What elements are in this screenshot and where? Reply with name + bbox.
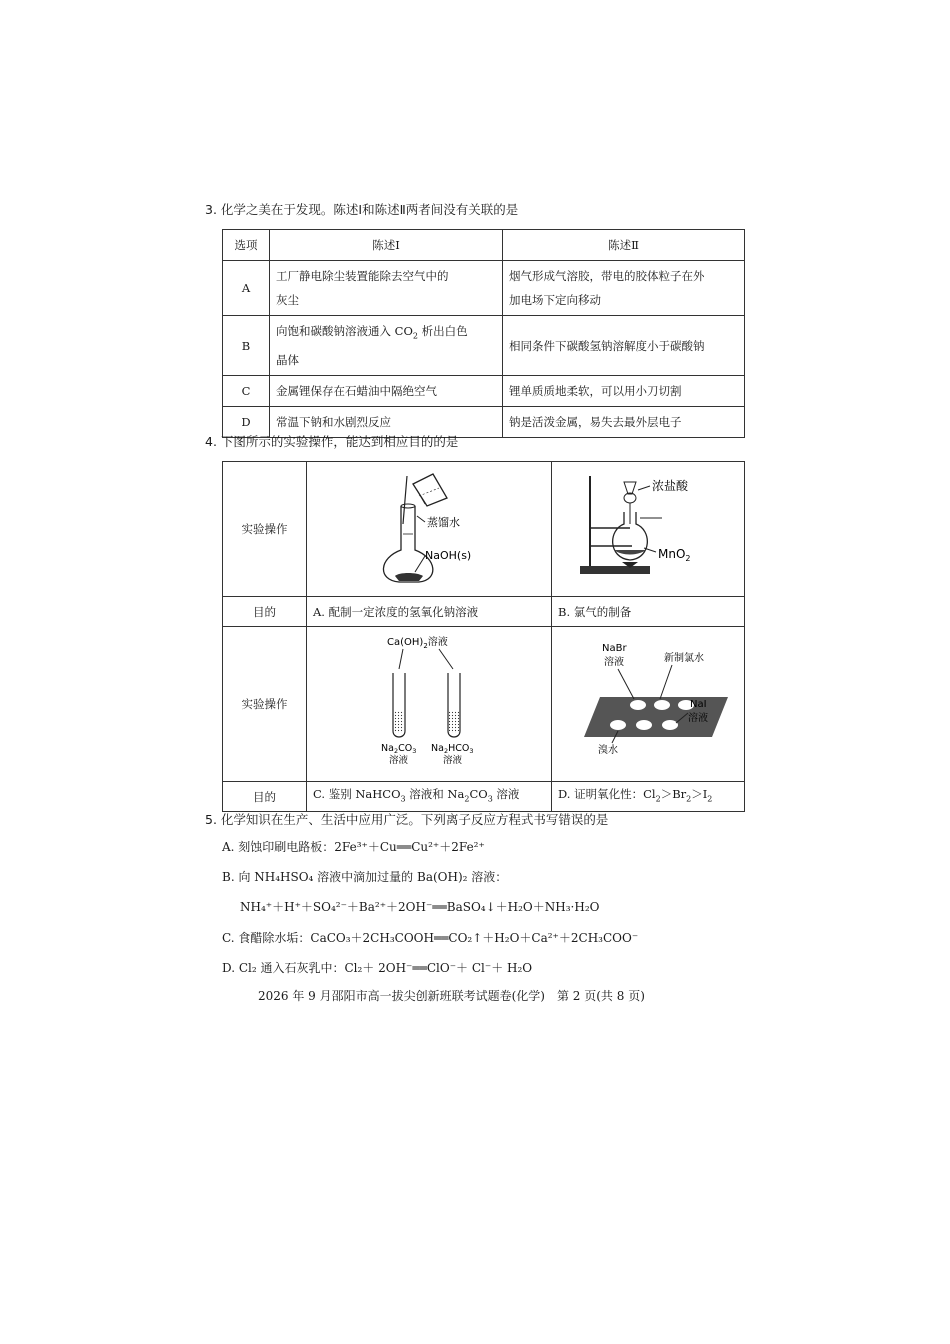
row-option: D — [223, 407, 270, 438]
label-distilled-water: 蒸馏水 — [427, 516, 460, 529]
row-statement-1: 金属锂保存在石蜡油中隔绝空气 — [270, 376, 503, 407]
label-na2co3: $Na_2CO_3$ — [381, 743, 417, 755]
goal-c: C. 鉴别 NaHCO$_3$ 溶液和 $Na_2CO_3$ 溶液 — [307, 782, 552, 812]
row-statement-2: 锂单质质地柔软，可以用小刀切割 — [503, 376, 745, 407]
table-row — [223, 376, 745, 407]
header-statement-2: 陈述Ⅱ — [503, 230, 745, 261]
label-nahco3: $Na_2HCO_3$ — [431, 743, 474, 755]
figure-c-cell — [307, 627, 552, 782]
row-statement-2: 钠是活泼金属，易失去最外层电子 — [503, 407, 745, 438]
svg-text:溶液: 溶液 — [604, 657, 624, 668]
option-b-equation: NH₄⁺＋H⁺＋SO₄²⁻＋Ba²⁺＋2OH⁻══BaSO₄↓＋H₂O＋NH₃·H₂O — [240, 900, 600, 914]
row-option: C — [223, 376, 270, 407]
row-label-goal: 目的 — [223, 782, 307, 812]
table-row — [223, 316, 745, 376]
row-label-operation: 实验操作 — [223, 462, 307, 597]
label-nabr: NaBr — [602, 643, 627, 654]
question-3-stem: 3. 化学之美在于发现。陈述Ⅰ和陈述Ⅱ两者间没有关联的是 — [205, 202, 519, 217]
row-label-operation: 实验操作 — [223, 627, 307, 782]
volumetric-flask-diagram — [307, 462, 551, 588]
header-option: 选项 — [223, 230, 270, 261]
spot-plate-diagram — [552, 627, 744, 773]
row-option: A — [223, 261, 270, 316]
page-footer: 2026 年 9 月邵阳市高一拔尖创新班联考试题卷(化学) 第 2 页(共 8 页) — [258, 989, 645, 1003]
header-statement-1: 陈述Ⅰ — [270, 230, 503, 261]
test-tubes-diagram — [307, 627, 551, 773]
question-4-table — [222, 461, 745, 812]
goal-b: B. 氯气的制备 — [552, 597, 745, 627]
label-naoh-solid: NaOH(s) — [425, 549, 472, 562]
label-chlorine-water: 新制氯水 — [664, 653, 704, 664]
row-statement-1: 向饱和碳酸钠溶液通入 $CO_2$ 析出白色 晶体 — [270, 316, 503, 376]
row-statement-1: 工厂静电除尘装置能除去空气中的 灰尘 — [270, 261, 503, 316]
table-header-row — [223, 230, 745, 261]
chlorine-apparatus-diagram — [552, 462, 744, 588]
row-statement-2: 烟气形成气溶胶，带电的胶体粒子在外 加电场下定向移动 — [503, 261, 745, 316]
label-bromine-water: 溴水 — [598, 745, 618, 756]
table-row — [223, 261, 745, 316]
question-5-stem: 5. 化学知识在生产、生活中应用广泛。下列离子反应方程式书写错误的是 — [205, 812, 609, 827]
row-option: B — [223, 316, 270, 376]
svg-text:溶液: 溶液 — [688, 713, 708, 724]
question-4-stem: 4. 下图所示的实验操作，能达到相应目的的是 — [205, 434, 459, 449]
option-a: A. 刻蚀印刷电路板：2Fe³⁺＋Cu══Cu²⁺＋2Fe²⁺ — [222, 840, 485, 854]
label-mno2: MnO$_2$ — [658, 547, 691, 563]
figure-d-cell — [552, 627, 745, 782]
svg-text:溶液: 溶液 — [443, 755, 463, 766]
row-statement-2: 相同条件下碳酸氢钠溶解度小于碳酸钠 — [503, 316, 745, 376]
svg-text:溶液: 溶液 — [389, 755, 409, 766]
figure-b-cell — [552, 462, 745, 597]
option-c: C. 食醋除水垢：CaCO₃＋2CH₃COOH══CO₂↑＋H₂O＋Ca²⁺＋2CH₃COO⁻ — [222, 931, 639, 945]
label-nai: NaI — [690, 699, 707, 710]
row-statement-1: 常温下钠和水剧烈反应 — [270, 407, 503, 438]
figure-a-cell — [307, 462, 552, 597]
option-d: D. Cl₂ 通入石灰乳中：Cl₂＋ 2OH⁻══ClO⁻＋ Cl⁻＋ H₂O — [222, 961, 533, 975]
goal-a: A. 配制一定浓度的氢氧化钠溶液 — [307, 597, 552, 627]
label-conc-hcl: 浓盐酸 — [652, 479, 689, 493]
goal-d: D. 证明氧化性：$Cl_2>Br_2>I_2$ — [552, 782, 745, 812]
row-label-goal: 目的 — [223, 597, 307, 627]
question-3-table — [222, 229, 745, 438]
option-b: B. 向 NH₄HSO₄ 溶液中滴加过量的 Ba(OH)₂ 溶液： — [222, 870, 508, 884]
label-caoh2: $Ca(OH)_2$溶液 — [387, 637, 448, 650]
